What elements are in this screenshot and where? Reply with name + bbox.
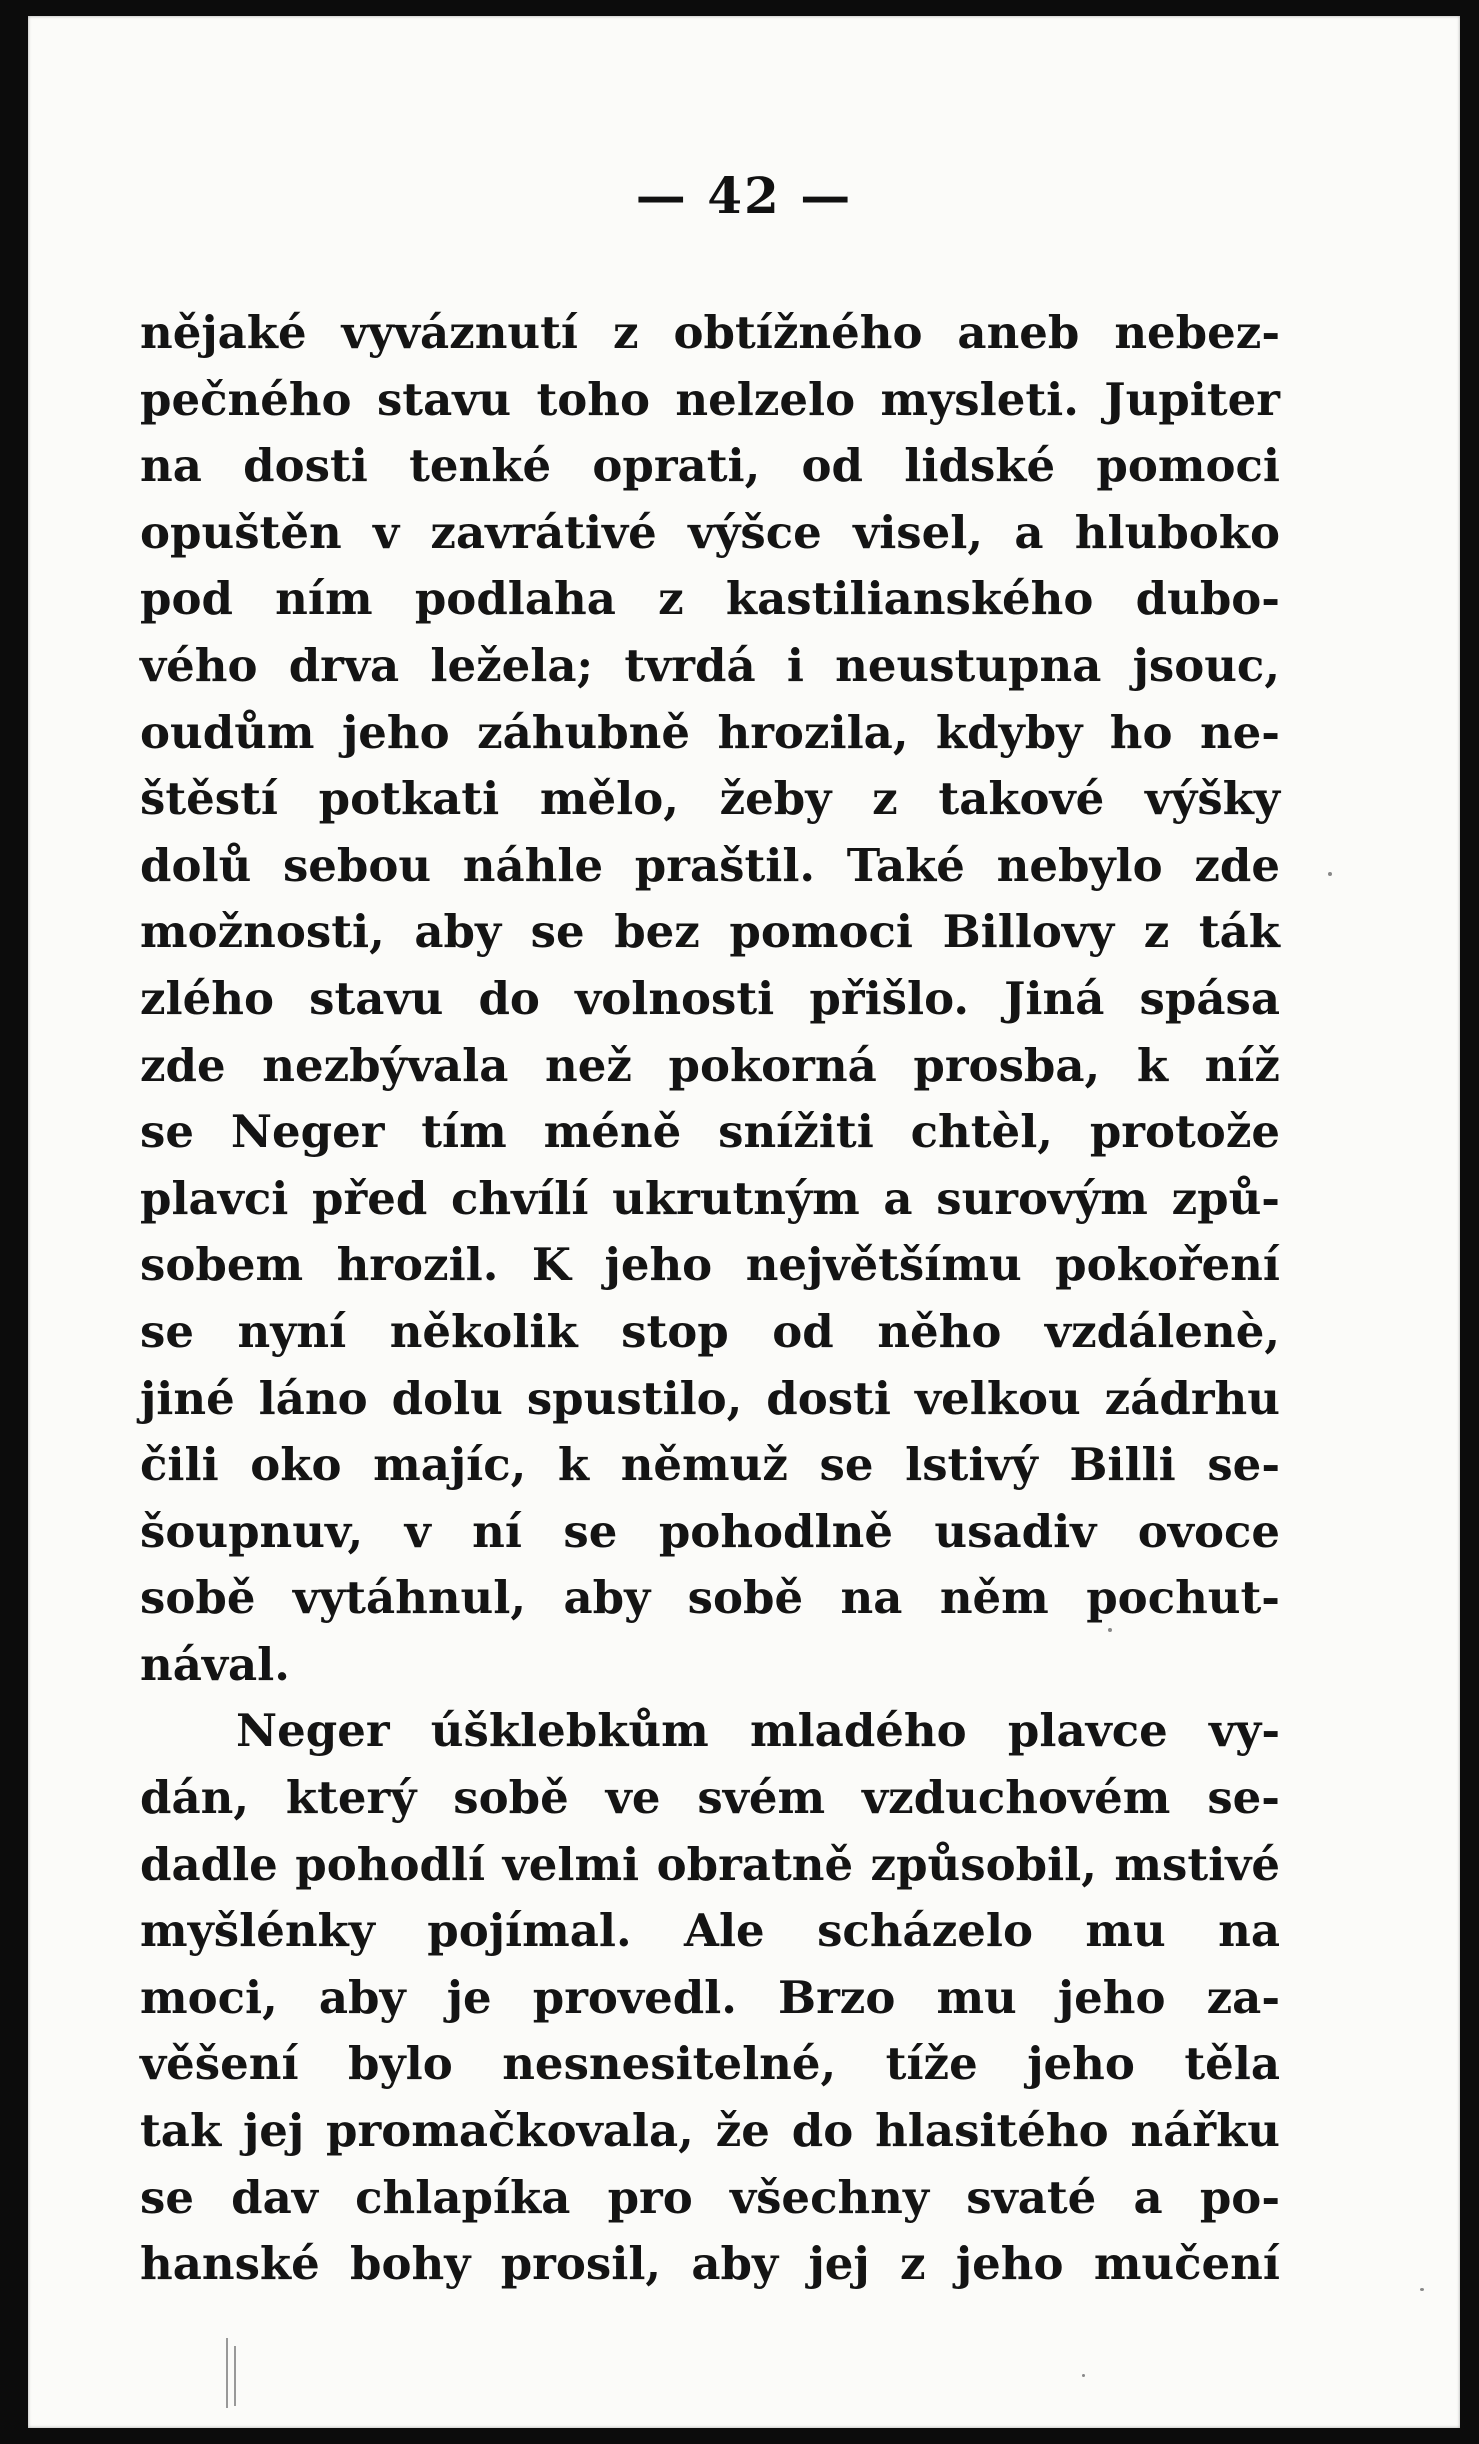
text-line: dadle pohodlí velmi obratně způsobil, mstivé (140, 1837, 1280, 1891)
text-line: na dosti tenké oprati, od lidské pomoci (140, 439, 1280, 493)
text-line: sobě vytáhnul, aby sobě na něm pochut- (140, 1571, 1280, 1625)
paragraph-2 (140, 1698, 1280, 2297)
text-line: Neger úšklebkům mladého plavce vy- (236, 1704, 1280, 1758)
text-line: pečného stavu toho nelzelo mysleti. Jupiter (140, 372, 1280, 426)
text-line: se Neger tím méně snížiti chtèl, protože (140, 1105, 1280, 1159)
text-line: šoupnuv, v ní se pohodlně usadiv ovoce (140, 1504, 1280, 1558)
scan-speck (1108, 1628, 1112, 1632)
text-line: plavci před chvílí ukrutným a surovým způ- (140, 1171, 1280, 1225)
text-line: jiné láno dolu spustilo, dosti velkou zádrhu (140, 1371, 1280, 1425)
text-line: nával. (140, 1637, 290, 1691)
text-line: věšení bylo nesnesitelné, tíže jeho těla (140, 2037, 1280, 2091)
text-line: čili oko majíc, k němuž se lstivý Billi se- (140, 1438, 1280, 1492)
book-page (28, 16, 1460, 2428)
text-line: oudům jeho záhubně hrozila, kdyby ho ne- (140, 705, 1280, 759)
page-number: — 42 — (635, 166, 853, 225)
text-line: sobem hrozil. K jeho největšímu pokoření (140, 1238, 1280, 1292)
text-line: moci, aby je provedl. Brzo mu jeho za- (140, 1970, 1280, 2024)
scan-speck (1082, 2374, 1085, 2377)
text-line: vého drva ležela; tvrdá i neustupna jsouc, (140, 638, 1280, 692)
text-line: myšlénky pojímal. Ale scházelo mu na (140, 1904, 1280, 1958)
text-line: hanské bohy prosil, aby jej z jeho mučení (140, 2237, 1280, 2291)
text-line: dán, který sobě ve svém vzduchovém se- (140, 1771, 1280, 1825)
text-line: štěstí potkati mělo, žeby z takové výšky (140, 772, 1280, 826)
scan-speck (1328, 872, 1332, 876)
scan-speck (1420, 2288, 1424, 2291)
text-line: tak jej promačkovala, že do hlasitého nářku (140, 2104, 1280, 2158)
text-line: nějaké vyváznutí z obtížného aneb nebez- (140, 306, 1280, 359)
text-line: dolů sebou náhle praštil. Také nebylo zde (140, 838, 1280, 892)
text-line: opuštěn v zavrátivé výšce visel, a hluboko (140, 505, 1280, 559)
body-text (140, 300, 1280, 2298)
text-line: zde nezbývala než pokorná prosba, k níž (140, 1038, 1280, 1092)
text-line: se dav chlapíka pro všechny svaté a po- (140, 2170, 1280, 2224)
scan-streak (226, 2338, 228, 2408)
text-line: možnosti, aby se bez pomoci Billovy z ták (140, 905, 1280, 959)
text-line: se nyní několik stop od něho vzdálenè, (140, 1304, 1280, 1358)
text-line: pod ním podlaha z kastilianského dubo- (140, 572, 1280, 626)
text-line: zlého stavu do volnosti přišlo. Jiná spása (140, 971, 1280, 1025)
scan-streak (234, 2346, 236, 2406)
paragraph-1 (140, 300, 1280, 1698)
